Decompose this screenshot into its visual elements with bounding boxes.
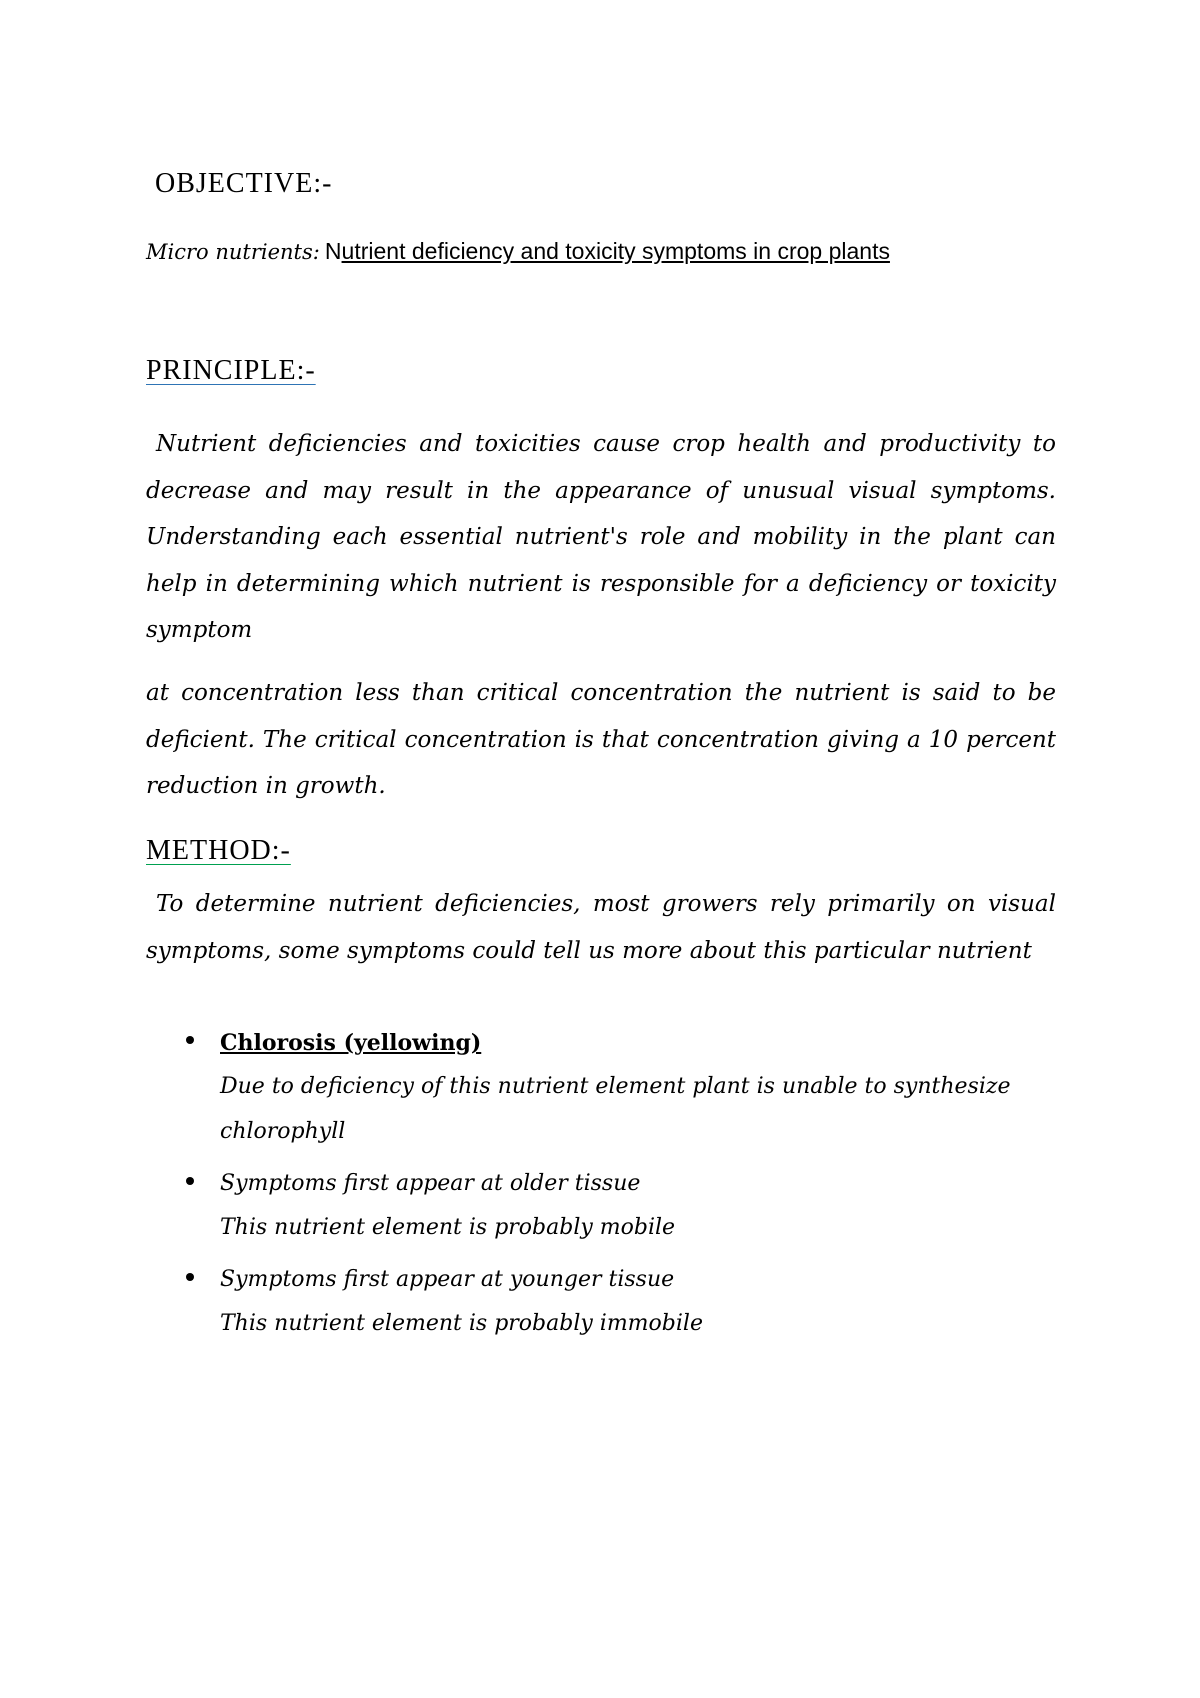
list-item-description: Due to deficiency of this nutrient element plant is unable to synthesize chlorophyll — [220, 1074, 1011, 1144]
principle-paragraph-2: at concentration less than critical concentration the nutrient is said to be deficient. The critical concentration is that concentration giving a 10 percent reduction in growth. — [146, 680, 1056, 799]
list-item — [146, 1259, 1086, 1346]
bullet-icon — [186, 1177, 194, 1185]
principle-paragraph-1: Nutrient deficiencies and toxicities cause crop health and productivity to decrease and may result in the appearance of unusual visual symptoms. Understanding each essential nutrient's role and mobility in the plant can help in determining which nutrient is responsible for a deficiency or toxicity symptom — [146, 431, 1056, 643]
symptom-list — [146, 1022, 1086, 1355]
objective-label: Micro nutrients: — [146, 240, 320, 264]
bullet-icon — [186, 1273, 194, 1281]
list-item-title: Symptoms first appear at younger tissue — [220, 1267, 675, 1292]
list-item-description: This nutrient element is probably immobile — [220, 1311, 703, 1336]
list-item — [146, 1022, 1086, 1154]
objective-title-first-letter: N — [324, 238, 342, 264]
principle-heading: PRINCIPLE:- — [146, 355, 316, 386]
list-item — [146, 1163, 1086, 1250]
objective-title: utrient deficiency and toxicity symptoms in crop plants — [341, 238, 890, 264]
list-item-title: Symptoms first appear at older tissue — [220, 1171, 641, 1196]
objective-heading: OBJECTIVE:- — [155, 168, 333, 199]
list-item-title: Chlorosis (yellowing) — [220, 1030, 482, 1056]
method-heading: METHOD:- — [146, 835, 291, 866]
list-item-description: This nutrient element is probably mobile — [220, 1215, 676, 1240]
method-paragraph: To determine nutrient deficiencies, most growers rely primarily on visual symptoms, some symptoms could tell us more about this particular nutrient — [146, 891, 1056, 964]
bullet-icon — [186, 1036, 194, 1044]
objective-subject-line — [146, 238, 890, 265]
